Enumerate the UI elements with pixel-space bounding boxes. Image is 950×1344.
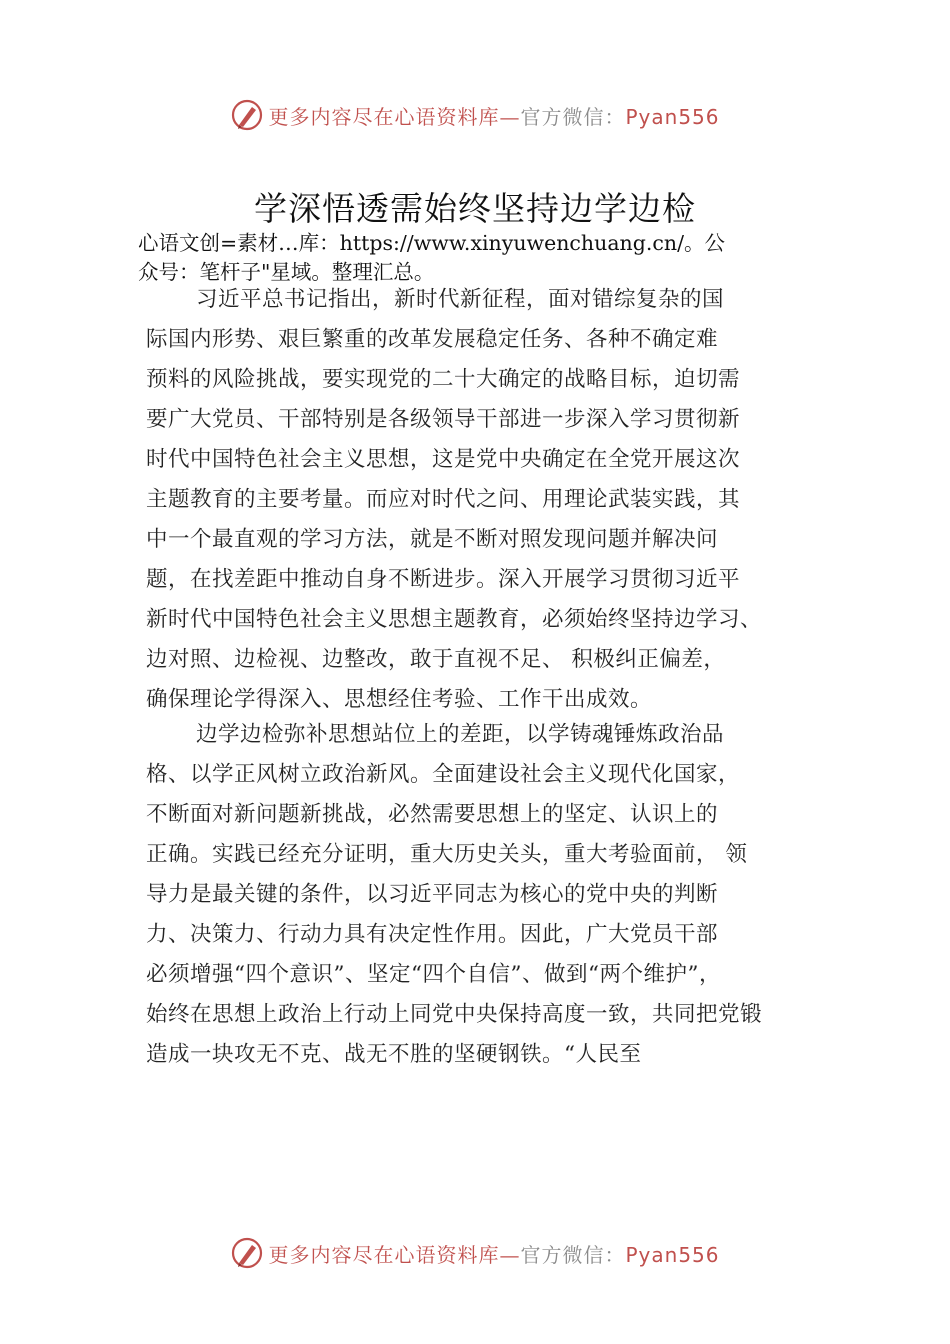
pen-logo-icon (230, 1236, 264, 1270)
banner-slogan: 更多内容尽在心语资料库— (268, 104, 521, 129)
paragraph-2 (146, 715, 836, 1075)
header-banner (0, 95, 950, 135)
paragraph-line: 新时代中国特色社会主义思想主题教育，必须始终坚持边学习、 (146, 607, 763, 632)
footer-banner (0, 1233, 950, 1273)
paragraph-line: 要广大党员、干部特别是各级领导干部进一步深入学习贯彻新 (146, 407, 741, 432)
banner-text (268, 1239, 719, 1268)
source-line: 众号：笔杆子"星域。整理汇总。 (138, 260, 435, 284)
wechat-id: Pyan556 (625, 104, 720, 129)
wechat-label: 官方微信： (520, 104, 626, 129)
paragraph-line: 预料的风险挑战，要实现党的二十大确定的战略目标，迫切需 (146, 367, 741, 392)
paragraph-line: 力、决策力、行动力具有决定性作用。因此，广大党员干部 (146, 922, 719, 947)
source-line: 心语文创=素材…库：https://www.xinyuwenchuang.cn/。公 (138, 231, 725, 255)
banner-text (268, 101, 719, 130)
paragraph-line: 时代中国特色社会主义思想，这是党中央确定在全党开展这次 (146, 447, 741, 472)
banner-slogan: 更多内容尽在心语资料库— (268, 1242, 521, 1267)
paragraph-line: 确保理论学得深入、思想经住考验、工作干出成效。 (146, 687, 653, 712)
paragraph-line: 始终在思想上政治上行动上同党中央保持高度一致，共同把党锻 (146, 1002, 763, 1027)
source-note (138, 229, 828, 287)
paragraph-line: 导力是最关键的条件，以习近平同志为核心的党中央的判断 (146, 882, 719, 907)
pen-logo-icon (230, 98, 264, 132)
paragraph-line: 造成一块攻无不克、战无不胜的坚硬钢铁。“人民至 (146, 1042, 642, 1067)
paragraph-line: 边学边检弥补思想站位上的差距，以学铸魂锤炼政治品 (196, 722, 725, 747)
paragraph-line: 中一个最直观的学习方法，就是不断对照发现问题并解决问 (146, 527, 719, 552)
paragraph-line: 边对照、边检视、边整改，敢于直视不足、 积极纠正偏差， (146, 647, 726, 672)
wechat-id: Pyan556 (625, 1242, 720, 1267)
paragraph-line: 不断面对新问题新挑战，必然需要思想上的坚定、认识上的 (146, 802, 719, 827)
paragraph-line: 习近平总书记指出，新时代新征程，面对错综复杂的国 (196, 287, 725, 312)
paragraph-line: 正确。实践已经充分证明，重大历史关头，重大考验面前， 领 (146, 842, 748, 867)
paragraph-1 (146, 280, 836, 720)
wechat-label: 官方微信： (520, 1242, 626, 1267)
paragraph-line: 格、以学正风树立政治新风。全面建设社会主义现代化国家， (146, 762, 741, 787)
paragraph-line: 主题教育的主要考量。而应对时代之问、用理论武装实践，其 (146, 487, 741, 512)
paragraph-line: 必须增强“四个意识”、坚定“四个自信”、做到“两个维护”， (146, 962, 721, 987)
paragraph-line: 际国内形势、艰巨繁重的改革发展稳定任务、各种不确定难 (146, 327, 719, 352)
paragraph-line: 题，在找差距中推动自身不断进步。深入开展学习贯彻习近平 (146, 567, 741, 592)
document-title: 学深悟透需始终坚持边学边检 (254, 189, 696, 228)
